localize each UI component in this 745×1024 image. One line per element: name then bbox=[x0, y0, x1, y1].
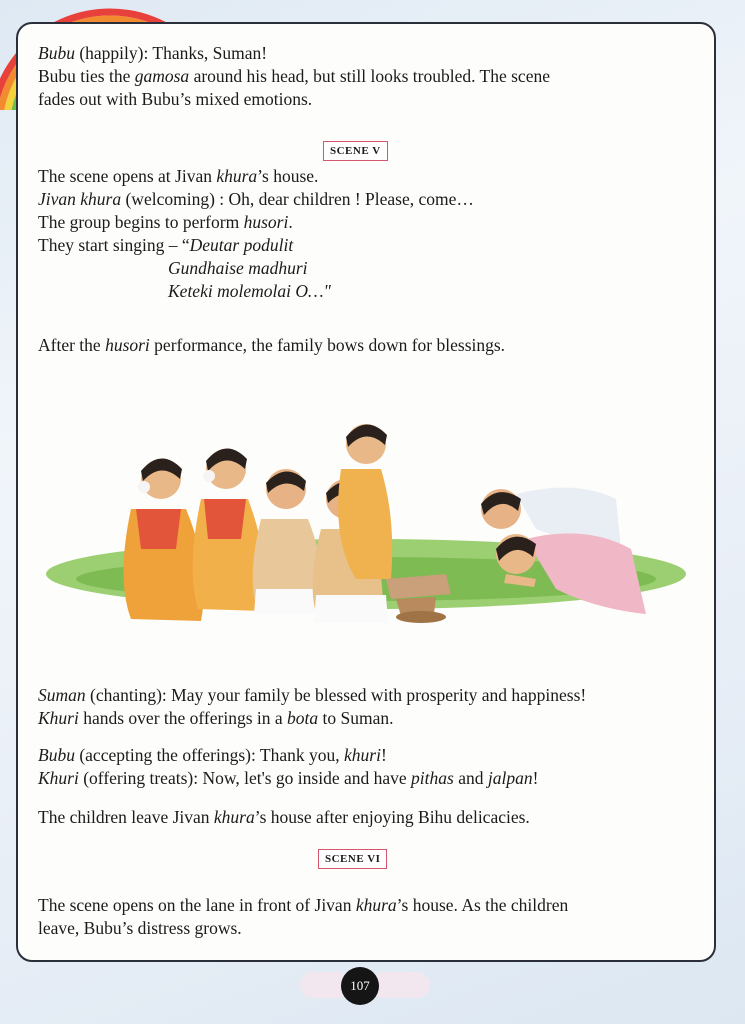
line-fades-out: fades out with Bubu’s mixed emotions. bbox=[38, 89, 313, 109]
line-scene-opens: The scene opens at Jivan khura’s house. bbox=[38, 166, 319, 186]
line-khuri-treats: Khuri (offering treats): Now, let's go inside and have pithas and jalpan! bbox=[38, 768, 539, 788]
line-children-leave: The children leave Jivan khura’s house after enjoying Bihu delicacies. bbox=[38, 807, 530, 827]
line-song-2: Gundhaise madhuri bbox=[168, 258, 308, 278]
line-bubu-thanks: Bubu (happily): Thanks, Suman! bbox=[38, 43, 268, 63]
content-card bbox=[16, 22, 716, 962]
line-bubu-accepting: Bubu (accepting the offerings): Thank you, khuri! bbox=[38, 745, 387, 765]
husori-blessing-illustration bbox=[36, 399, 700, 639]
line-distress: leave, Bubu’s distress grows. bbox=[38, 918, 242, 938]
line-lane: The scene opens on the lane in front of Jivan khura’s house. As the children bbox=[38, 895, 569, 915]
line-jivan-welcoming: Jivan khura (welcoming) : Oh, dear children ! Please, come… bbox=[38, 189, 474, 209]
line-suman-chanting: Suman (chanting): May your family be blessed with prosperity and happiness! bbox=[38, 685, 587, 705]
cloud-decoration-right bbox=[370, 972, 430, 998]
line-after-husori: After the husori performance, the family bows down for blessings. bbox=[38, 335, 506, 355]
scene-vi-label: SCENE VI bbox=[318, 849, 387, 869]
line-gamosa: Bubu ties the gamosa around his head, but still looks troubled. The scene bbox=[38, 66, 550, 86]
scene-v-label: SCENE V bbox=[323, 141, 388, 161]
line-husori: The group begins to perform husori. bbox=[38, 212, 293, 232]
line-khuri-offerings: Khuri hands over the offerings in a bota to Suman. bbox=[38, 708, 394, 728]
line-song-3: Keteki molemolai O…" bbox=[168, 281, 331, 301]
page-number: 107 bbox=[341, 967, 379, 1005]
line-singing: They start singing – “Deutar podulit bbox=[38, 235, 294, 255]
